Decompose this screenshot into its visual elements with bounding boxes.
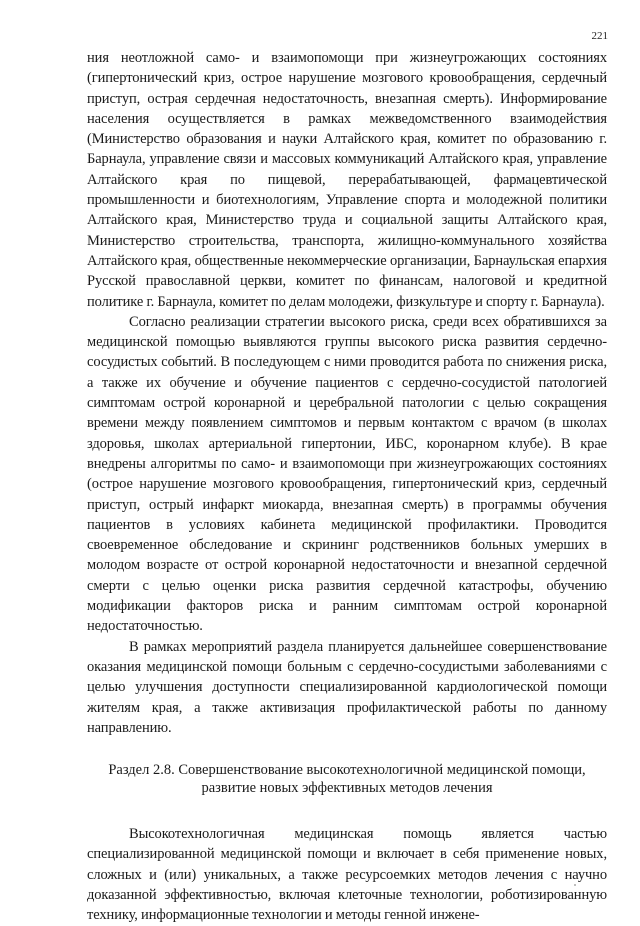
paragraph-high-risk-strategy: Согласно реализации стратегии высокого риска, среди всех обратившихся за медицинской помощью выявляются группы высокого риска развития сердечно-сосудистых событий. В последующем с ними проводится работа по снижения риска, а также их обучение и обучение пациентов с сердечно-сосудистой патологией симптомам острой коронарной и церебральной патологии с целью сокращения времени между появлением симптомов и первым контактом с врачом (в школах здоровья, школах артериальной гипертонии, ИБС, коронарном клубе). В крае внедрены алгоритмы по само- и взаимопомощи при жизнеугрожающих состояниях (острое нарушение мозгового кровообращения, гипертонический криз, сердечный приступ, острый инфаркт миокарда, внезапная смерть) в программы обучения пациентов в условиях кабинета медицинской профилактики. Проводится своевременное обследование и скрининг родственников больных умерших в молодом возрасте от острой коронарной недостаточности и внезапной сердечной смерти с целью оценки риска развития сердечной катастрофы, обучению модификации факторов риска и ранним симптомам острой коронарной недостаточностью. <box>87 313 607 635</box>
paragraph-high-tech-care: Высокотехнологичная медицинская помощь является частью специализированной медицинской помощи и включает в себя применение новых, сложных и (или) уникальных, а также ресурсоемких методов лечения с научно доказанной эффективностью, включая клеточные технологии, роботизированную технику, информационные технологии и методы генной инжене- <box>87 826 607 924</box>
paragraph-section-plans: В рамках мероприятий раздела планируется дальнейшее совершенствование оказания медицинской помощи больным с сердечно-сосудистыми заболеваниями с целью улучшения доступности специализированной кардиологической помощи жителям края, а также активизация профилактической работы по данному направлению. <box>87 638 607 736</box>
section-heading: Раздел 2.8. Совершенствование высокотехнологичной медицинской помощи, развитие новых эффективных методов лечения <box>108 762 586 796</box>
scan-speck <box>574 884 576 886</box>
page-number: 221 <box>591 30 608 42</box>
body-text <box>87 48 607 926</box>
paragraph-continuation: ния неотложной само- и взаимопомощи при жизнеугрожающих состояниях (гипертонический криз, острое нарушение мозгового кровообращения, сердечный приступ, острая сердечная недостаточность, внезапная смерть). Информирование населения осуществляется в рамках межведомственного взаимодействия (Министерство образования и науки Алтайского края, комитет по образованию г. Барнаула, управление связи и массовых коммуникаций Алтайского края, управление Алтайского края по пищевой, перерабатывающей, фармацевтической промышленности и биотехнологиям, Управление спорта и молодежной политики Алтайского края, Министерство труда и социальной защиты Алтайского края, Министерство строительства, транспорта, жилищно-коммунального хозяйства Алтайского края, общественные некоммерческие организации, Барнаульская епархия Русской православной церкви, комитет по финансам, налоговой и кредитной политике г. Барнаула, комитет по делам молодежи, физкультуре и спорту г. Барнаула). <box>87 50 607 310</box>
